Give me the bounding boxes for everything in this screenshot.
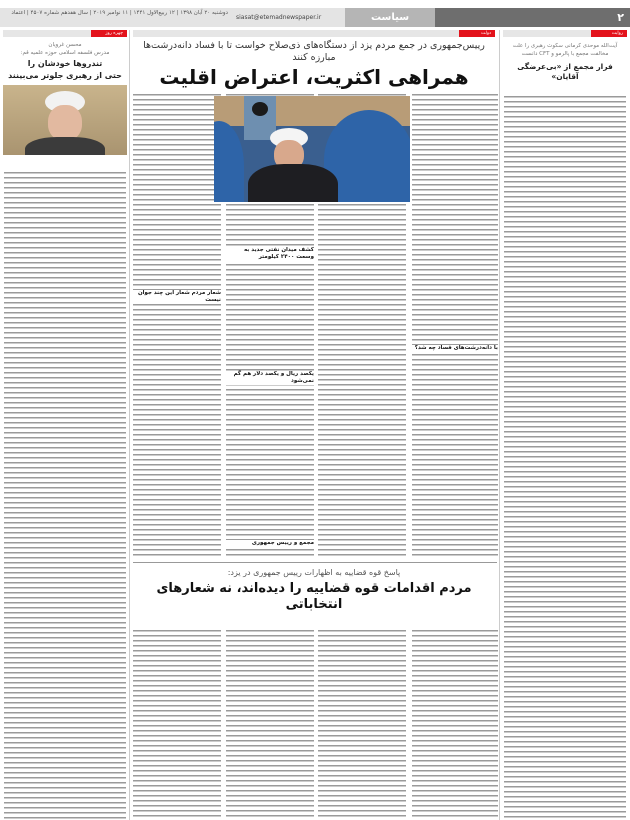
section-tag: دولت — [459, 30, 495, 37]
author-name: محسن غرویان — [48, 42, 82, 48]
issue-date-line: دوشنبه ۲۰ آبان ۱۳۹۸ | ۱۲ ربیع‌الاول ۱۴۴۱ | ۱۱ نوامبر ۲۰۱۹ | سال هفدهم شماره ۴۵۰۷ | اعتماد — [11, 10, 228, 16]
main-article-header — [133, 30, 495, 89]
right-column — [503, 30, 627, 82]
bottom-kicker: پاسخ قوه قضاییه به اظهارات رییس جمهوری در یزد: — [227, 568, 401, 577]
section-rule — [3, 30, 127, 37]
quote-line-1: تندروها خودشان را — [27, 59, 103, 68]
main-photo — [214, 96, 410, 202]
column-divider — [129, 30, 130, 820]
subhead: با دانه‌درشت‌های فساد چه شد؟ — [412, 345, 498, 352]
bottom-body-col-4 — [133, 630, 221, 820]
main-headline: همراهی اکثریت، اعتراض اقلیت — [159, 65, 469, 89]
main-body-col-1 — [412, 94, 498, 558]
section-title: سیاست — [345, 8, 435, 27]
right-body-text — [504, 96, 626, 820]
main-body-col-4 — [133, 94, 221, 558]
subhead: کشف میدان نفتی جدید به وسعت ۲۴۰۰ کیلومتر — [226, 247, 314, 261]
section-tag: چهره روز — [91, 30, 127, 37]
subhead: یکصد ریال و یکصد دلار هم گم نمی‌شود — [226, 371, 314, 385]
bottom-body-col-1 — [412, 630, 498, 820]
subhead: مجمع و رییس جمهوری — [226, 540, 314, 547]
main-kicker: رییس‌جمهوری در جمع مردم یزد از دستگاه‌های ذی‌صلاح خواست تا با فساد دانه‌درشت‌ها مبارزه کنند — [143, 40, 485, 63]
bottom-body-col-3 — [226, 630, 314, 820]
subhead: شعار مردم شعار این چند جوان نیست — [133, 290, 221, 304]
bottom-headline: مردم اقدامات قوه قضاییه را دیده‌اند، نه شعارهای انتخاباتی — [156, 581, 472, 612]
section-tag: روایت — [591, 30, 627, 37]
author-photo — [3, 85, 127, 155]
bottom-article-header — [133, 568, 495, 613]
quote-line-2: حتی از رهبری جلوتر می‌بینند — [8, 71, 122, 80]
section-rule — [133, 30, 495, 37]
article-divider — [133, 562, 497, 563]
page-number: ۲ — [435, 8, 630, 27]
author-role: مدرس فلسفه اسلامی حوزه علمیه قم: — [20, 50, 110, 56]
left-body-text — [4, 172, 126, 820]
column-divider — [499, 30, 500, 820]
section-email: siasat@etemadnewspaper.ir — [236, 14, 322, 21]
right-intro: آیت‌الله موحدی کرمانی سکوت رهبری را علت مخالفت مجمع با پالرمو و CFT دانست — [512, 43, 618, 57]
page-header — [0, 8, 630, 27]
section-rule — [503, 30, 627, 37]
bottom-body-col-2 — [318, 630, 406, 820]
left-column — [3, 30, 127, 155]
right-title: فرار مجمع از «بی‌عرضگی آقایان» — [517, 62, 613, 81]
